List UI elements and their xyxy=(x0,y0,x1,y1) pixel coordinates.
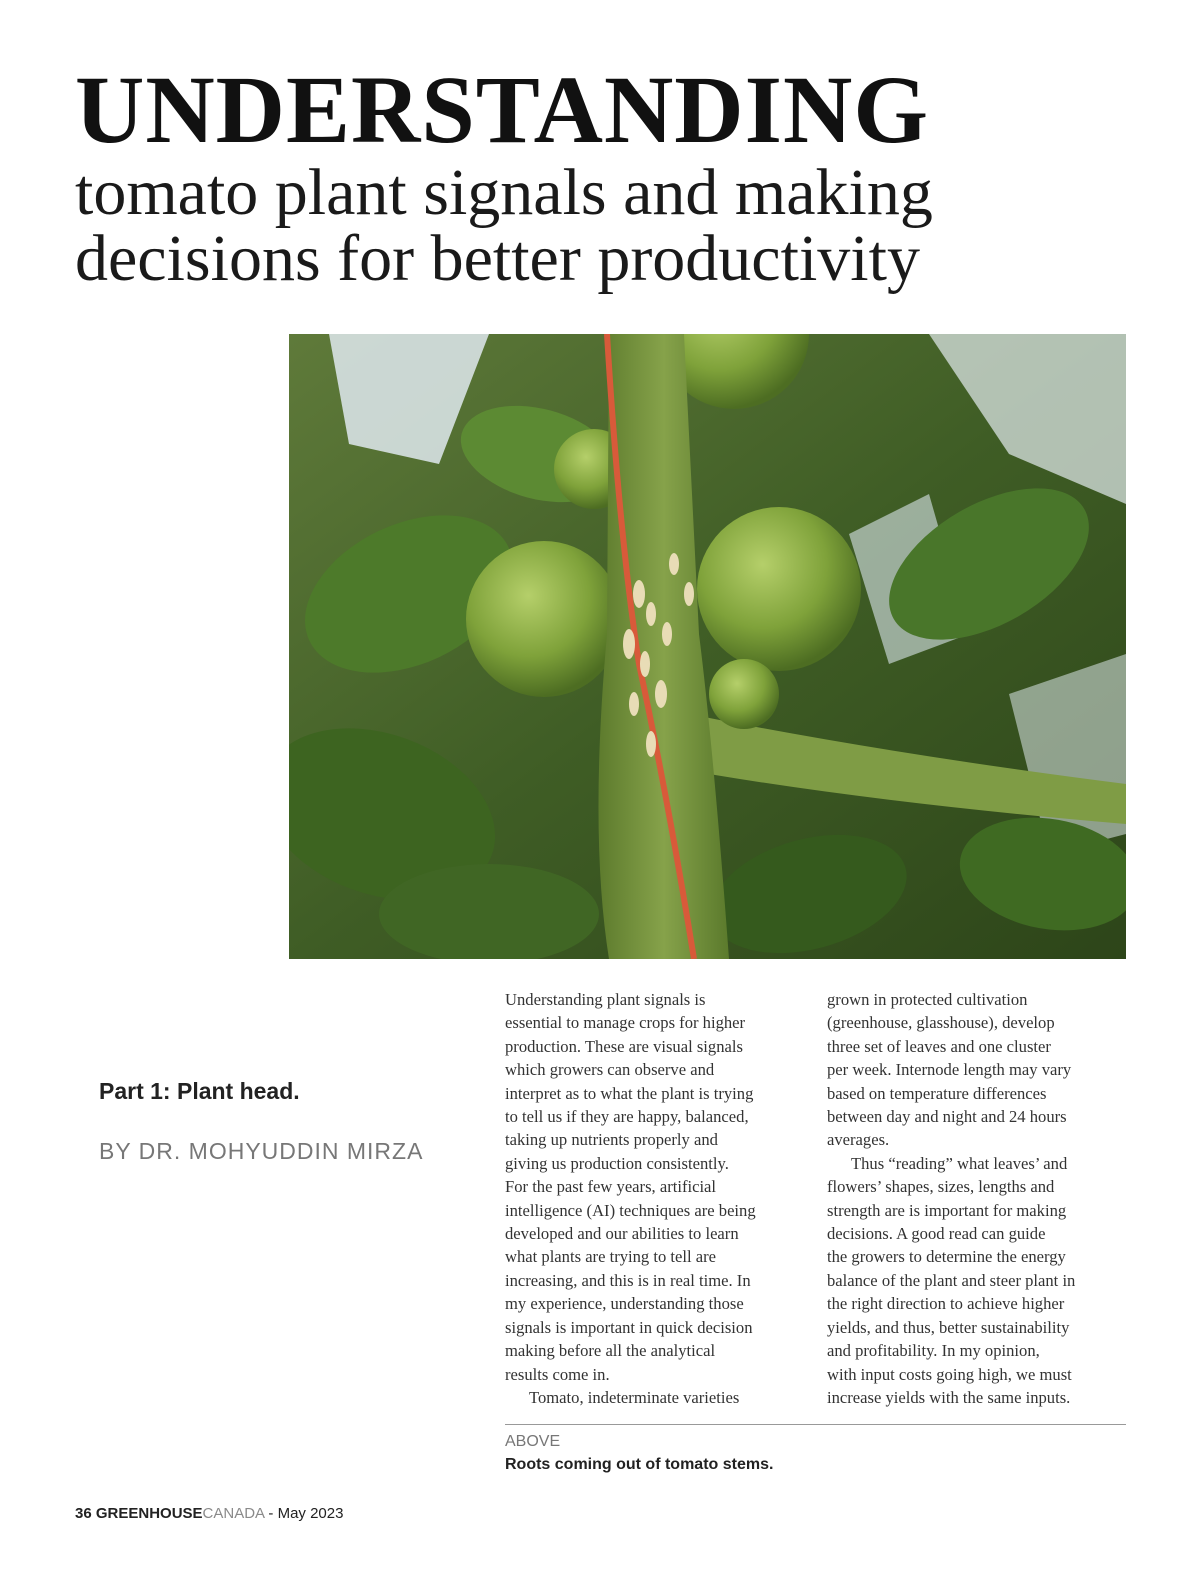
line: taking up nutrients properly and xyxy=(505,1130,718,1150)
line: which growers can observe and xyxy=(505,1060,715,1080)
line: developed and our abilities to learn xyxy=(505,1224,739,1244)
caption-divider xyxy=(505,1424,1126,1425)
headline: UNDERSTANDING xyxy=(75,56,929,163)
line: increasing, and this is in real time. In xyxy=(505,1270,751,1290)
line: giving us production consistently. xyxy=(505,1153,729,1173)
issue-date: May 2023 xyxy=(277,1505,344,1522)
paragraph-tomato-continued xyxy=(827,988,1127,1152)
line: interpret as to what the plant is trying xyxy=(505,1083,754,1103)
line: essential to manage crops for higher xyxy=(505,1013,746,1033)
magazine-country: CANADA xyxy=(202,1505,265,1522)
line: results come in. xyxy=(505,1364,610,1384)
line: the right direction to achieve higher xyxy=(827,1294,1065,1314)
tomato-plant-photo xyxy=(289,334,1126,959)
article-column-2 xyxy=(827,988,1127,1409)
line: (greenhouse, glasshouse), develop xyxy=(827,1013,1055,1033)
paragraph-intro xyxy=(505,988,805,1386)
line: strength are is important for making xyxy=(827,1200,1067,1220)
byline: BY DR. MOHYUDDIN MIRZA xyxy=(99,1138,424,1164)
caption-label: ABOVE xyxy=(505,1433,561,1450)
line: three set of leaves and one cluster xyxy=(827,1036,1051,1056)
page-number: 36 xyxy=(75,1505,92,1522)
line: and profitability. In my opinion, xyxy=(827,1341,1040,1361)
line: yields, and thus, better sustainability xyxy=(827,1317,1070,1337)
page-footer xyxy=(75,1505,343,1522)
line: based on temperature differences xyxy=(827,1083,1047,1103)
line: per week. Internode length may vary xyxy=(827,1060,1072,1080)
line: Thus “reading” what leaves’ and xyxy=(851,1153,1068,1173)
line: with input costs going high, we must xyxy=(827,1364,1072,1384)
line: averages. xyxy=(827,1130,890,1150)
subhead xyxy=(75,156,933,295)
line: the growers to determine the energy xyxy=(827,1247,1066,1267)
magazine-name: GREENHOUSE xyxy=(95,1505,203,1522)
line: grown in protected cultivation xyxy=(827,990,1028,1009)
photo-illustration xyxy=(289,334,1126,959)
caption-text: Roots coming out of tomato stems. xyxy=(505,1456,774,1473)
line: Understanding plant signals is xyxy=(505,990,706,1009)
line: my experience, understanding those xyxy=(505,1294,744,1314)
line: between day and night and 24 hours xyxy=(827,1107,1067,1127)
line: making before all the analytical xyxy=(505,1341,716,1361)
line: decisions. A good read can guide xyxy=(827,1224,1046,1244)
part-title: Part 1: Plant head. xyxy=(99,1078,300,1104)
paragraph-tomato: Tomato, indeterminate varieties xyxy=(529,1387,740,1407)
line: For the past few years, artificial xyxy=(505,1177,717,1197)
line: signals is important in quick decision xyxy=(505,1317,753,1337)
line: what plants are trying to tell are xyxy=(505,1247,717,1267)
article-column-1 xyxy=(505,988,805,1409)
line: balance of the plant and steer plant in xyxy=(827,1270,1076,1290)
line: flowers’ shapes, sizes, lengths and xyxy=(827,1177,1055,1197)
line: production. These are visual signals xyxy=(505,1036,743,1056)
subhead-line-2: decisions for better productivity xyxy=(75,222,920,295)
line: intelligence (AI) techniques are being xyxy=(505,1200,756,1220)
subhead-line-1: tomato plant signals and making xyxy=(75,156,933,229)
line: to tell us if they are happy, balanced, xyxy=(505,1107,749,1127)
footer-separator: - xyxy=(264,1505,278,1522)
paragraph-reading xyxy=(827,1152,1127,1409)
line: increase yields with the same inputs. xyxy=(827,1387,1071,1407)
